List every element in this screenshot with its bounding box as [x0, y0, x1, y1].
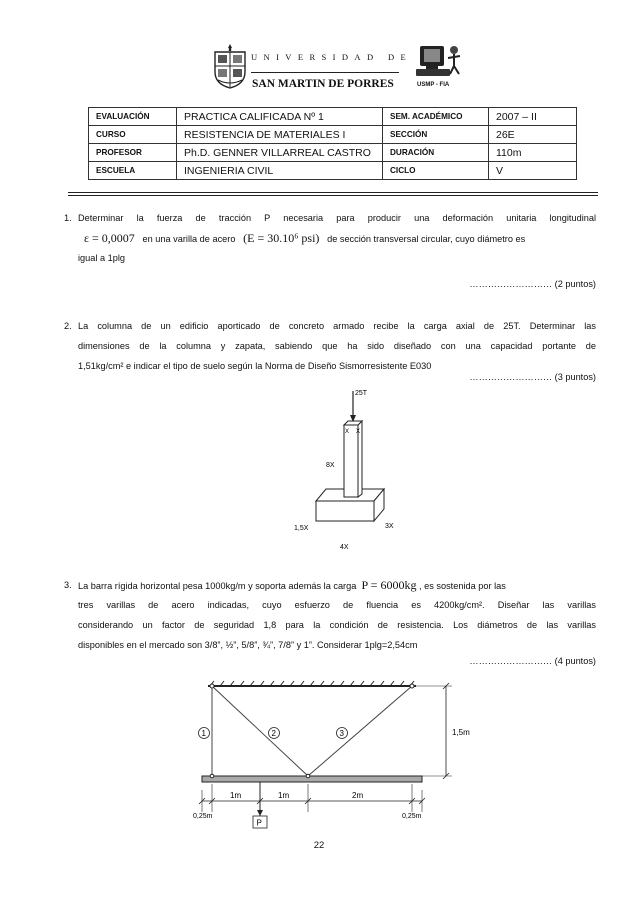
question-text-line: 1,51kg/cm² e indicar el tipo de suelo según la Norma de Diseño Sismorresistente E030: [78, 361, 432, 371]
rod-1-label: 1: [201, 729, 206, 738]
column-footing-figure: [288, 385, 408, 555]
pin-joint: [210, 684, 214, 688]
question-text: tres varillas de acero indicadas, cuyo esfuerzo de fluencia es 4200kg/cm². Diseñar las varillas: [78, 600, 596, 610]
height-label: 1,5m: [452, 728, 470, 737]
load-arrow-head: [257, 810, 263, 816]
value-seccion: 26E: [489, 126, 577, 144]
question-text: Determinar la fuerza de tracción P necesaria para producir una deformación unitaria longitudinal: [78, 213, 596, 223]
span-1-label: 1m: [230, 791, 242, 800]
question-text-fragment: en una varilla de acero: [142, 234, 236, 244]
table-row: [89, 108, 577, 126]
university-crest: [212, 42, 248, 90]
rod-2-label: 2: [271, 729, 276, 738]
question-text-fragment: de sección transversal circular, cuyo diámetro es: [327, 234, 526, 244]
rigid-bar-figure: [190, 672, 490, 834]
question-text-line: disponibles en el mercado son 3/8”, ½”, 5/8”, ¾”, 7/8” y 1”. Considerar 1plg=2,54cm: [78, 640, 418, 650]
load-label: 25T: [355, 390, 368, 397]
span-2-label: 1m: [278, 791, 290, 800]
span-3-label: 2m: [352, 791, 364, 800]
width-label: 3X: [385, 523, 394, 530]
page-number: 22: [313, 840, 325, 851]
separator-line-bottom: [68, 195, 598, 196]
value-sem-academico: 2007 – II: [489, 108, 577, 126]
usmp-label: USMP - FIA: [417, 82, 450, 88]
label-ciclo: CICLO: [383, 162, 489, 180]
pin-joint: [306, 774, 310, 778]
question-3: [64, 575, 596, 655]
overhang-left-label: 0,25m: [193, 813, 213, 820]
value-ciclo: V: [489, 162, 577, 180]
question-number: 2.: [64, 321, 72, 331]
question-text: dimensiones de la columna y zapata, sabiendo que ha sido diseñado con una capacidad portante de: [78, 341, 596, 351]
value-curso: RESISTENCIA DE MATERIALES I: [177, 126, 383, 144]
label-escuela: ESCUELA: [89, 162, 177, 180]
length-label: 4X: [340, 544, 349, 551]
info-table: [88, 107, 577, 180]
university-prefix: UNIVERSIDAD DE: [251, 52, 413, 62]
question-2: [64, 316, 596, 376]
table-row: [89, 162, 577, 180]
value-evaluacion: PRACTICA CALIFICADA Nº 1: [177, 108, 383, 126]
header-divider: [251, 72, 399, 73]
label-sem-academico: SEM. ACADÉMICO: [383, 108, 489, 126]
overhang-right-label: 0,25m: [402, 813, 422, 820]
math-load: P = 6000kg: [361, 578, 417, 592]
score-q3: ……………………… (4 puntos): [469, 656, 596, 666]
column-front-face: [344, 425, 361, 497]
separator-line-top: [68, 192, 598, 193]
label-curso: CURSO: [89, 126, 177, 144]
question-text-fragment: La barra rígida horizontal pesa 1000kg/m y soporta además la carga: [78, 581, 357, 591]
col-dim-label: X: [345, 429, 350, 435]
pin-joint: [210, 774, 214, 778]
question-1: [64, 208, 596, 268]
math-epsilon: ε = 0,0007: [84, 231, 135, 245]
label-seccion: SECCIÓN: [383, 126, 489, 144]
question-text-line: [78, 575, 596, 595]
value-profesor: Ph.D. GENNER VILLARREAL CASTRO: [177, 144, 383, 162]
usmp-computer-logo: [414, 42, 464, 80]
col-dim-label: X: [356, 429, 361, 435]
height-label: 8X: [326, 462, 335, 469]
score-q2: ……………………… (3 puntos): [469, 372, 596, 382]
rod-3: [308, 686, 412, 776]
label-profesor: PROFESOR: [89, 144, 177, 162]
footing-front-face: [316, 501, 374, 521]
score-q1: ……………………… (2 puntos): [469, 279, 596, 289]
load-label: P: [256, 818, 262, 828]
label-evaluacion: EVALUACIÓN: [89, 108, 177, 126]
table-row: [89, 144, 577, 162]
math-modulus: (E = 30.10⁶ psi): [243, 231, 320, 245]
rod-2: [212, 686, 308, 776]
depth-label: 1,5X: [294, 525, 309, 532]
table-row: [89, 126, 577, 144]
question-text-fragment: , es sostenida por las: [419, 581, 506, 591]
rod-3-label: 3: [339, 729, 344, 738]
question-text: La columna de un edificio aporticado de concreto armado recibe la carga axial de 25T. Determinar las: [78, 321, 596, 331]
label-duracion: DURACIÓN: [383, 144, 489, 162]
question-text: considerando un factor de seguridad 1,8 para la condición de resistencia. Los diámetros de las varillas: [78, 620, 596, 630]
rigid-bar: [202, 776, 422, 782]
pin-joint: [410, 684, 414, 688]
question-text-line: igual a 1plg: [78, 253, 125, 263]
university-name: SAN MARTIN DE PORRES: [252, 78, 394, 90]
question-text-line: [78, 228, 596, 248]
value-escuela: INGENIERIA CIVIL: [177, 162, 383, 180]
question-number: 3.: [64, 580, 72, 590]
question-number: 1.: [64, 213, 72, 223]
value-duracion: 110m: [489, 144, 577, 162]
